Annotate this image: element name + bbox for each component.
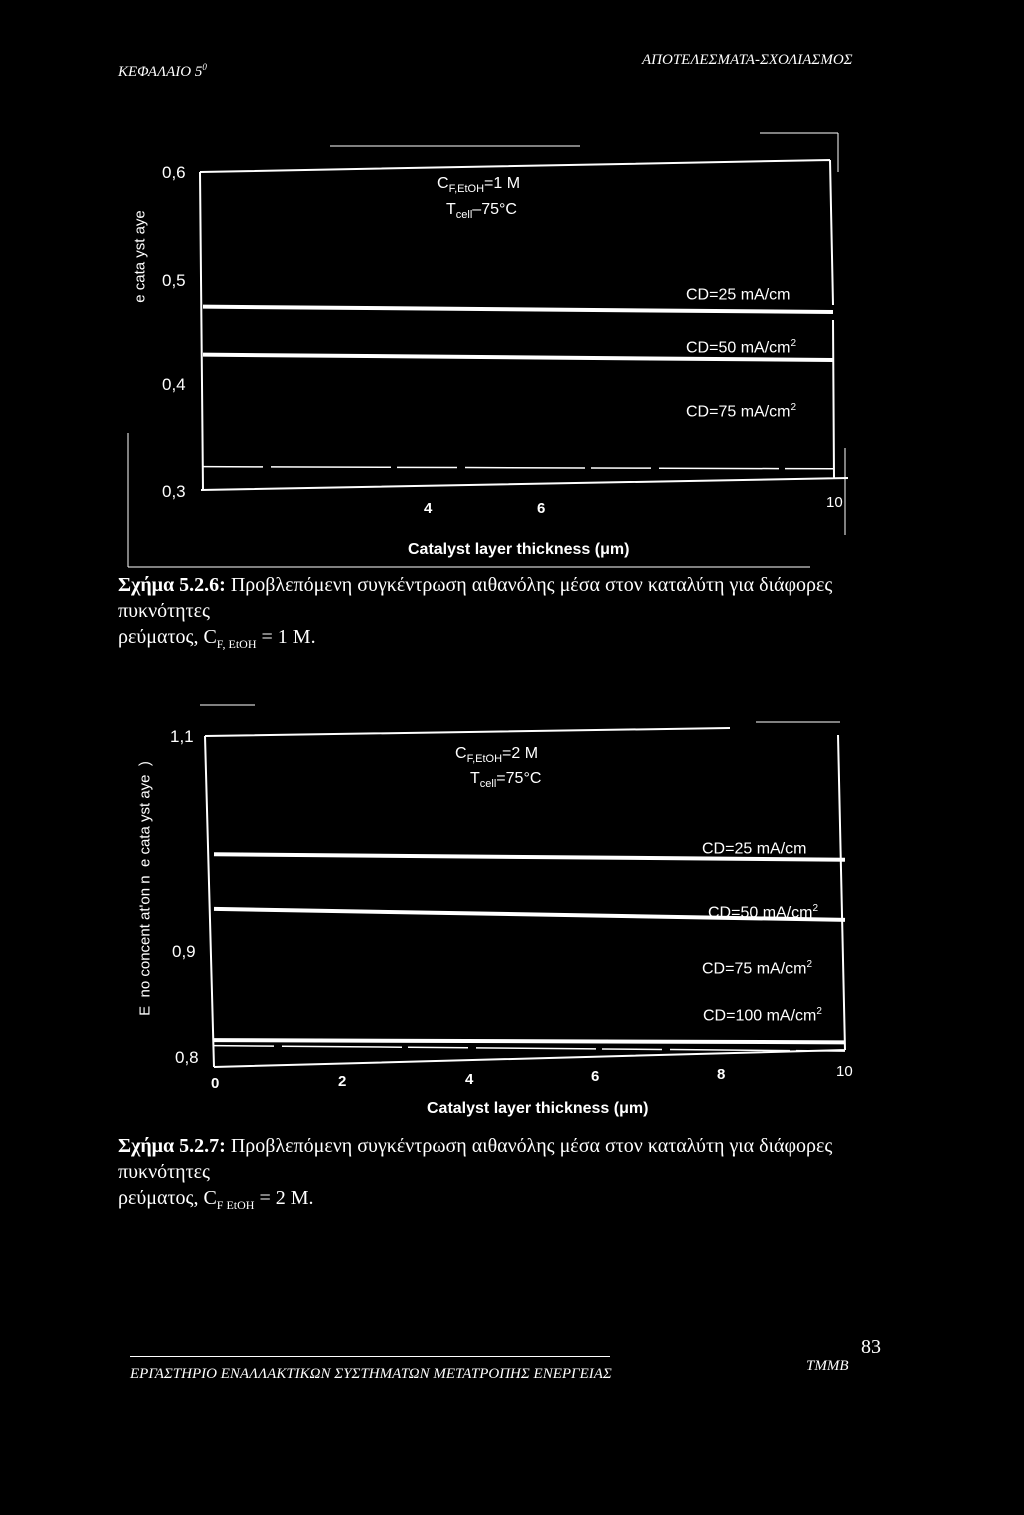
chart1-ytick-03: 0,3 (162, 482, 186, 501)
chart1-series-sup-2: 2 (790, 338, 797, 349)
chart2-x-label: Catalyst layer thickness (μm) (427, 1100, 649, 1117)
chart1-series-name-2: CD=50 mA/cm (686, 339, 791, 357)
chart2-series-line-4 (214, 1046, 845, 1051)
chart2-ytick-11: 1,1 (170, 727, 194, 746)
chart1-annotation-c: C (437, 175, 449, 192)
chart2-y-label: E no concent at'on n e cata yst aye ) (136, 761, 154, 1016)
chart1-xtick-6: 6 (537, 500, 546, 517)
chart2-series-label-1 (702, 839, 806, 858)
chart2-series-sup-4: 2 (816, 1006, 822, 1017)
figure2-caption-label: Σχήμα 5.2.7: (118, 1135, 226, 1157)
chart2-annotation-t-sub: cell (479, 778, 497, 791)
chart1-series-name-3: CD=75 mA/cm (686, 403, 791, 421)
chart2-ytick-08: 0,8 (175, 1048, 199, 1067)
chart1-ytick-05: 0,5 (162, 271, 186, 290)
chart1-xtick-4: 4 (424, 500, 433, 517)
chart1-annotation-conc (437, 175, 520, 195)
chart2-series-label-2 (708, 903, 818, 922)
figure1-caption-end: = 1 M. (256, 626, 316, 648)
chart1-series-line-1 (203, 307, 833, 312)
chart2-annotation-t: T (470, 770, 480, 787)
chart1-x-label: Catalyst layer thickness (μm) (408, 541, 630, 558)
chart2-series-line-3 (214, 1040, 845, 1042)
chart2-annotation-conc (455, 745, 538, 765)
chart2-annotation-c-sub: F,EtOH (466, 753, 503, 766)
figure2-caption-end: = 2 M. (254, 1187, 314, 1209)
chart1-annotation-t: T (446, 201, 456, 218)
figure1-caption-label: Σχήμα 5.2.6: (118, 574, 226, 596)
footer-rule (130, 1356, 610, 1357)
chart2-series-label-4 (703, 1006, 822, 1025)
chart2-series-name-2: CD=50 mA/cm (708, 904, 813, 922)
chart1-series-name-1: CD=25 mA/cm (686, 286, 791, 304)
footer-left: ΕΡΓΑΣΤΗΡΙΟ ΕΝΑΛΛΑΚΤΙΚΩΝ ΣΥΣΤΗΜΑΤΩΝ ΜΕΤΑΤΡΟΠΗΣ ΕΝΕΡΓΕΙΑΣ (130, 1366, 612, 1382)
footer-right: ΤΜΜΒ (806, 1358, 849, 1374)
chapter-label: ΚΕΦΑΛΑΙΟ 5 (118, 64, 203, 80)
page-number: 83 (861, 1336, 881, 1358)
chart1-xtick-10: 10 (826, 494, 843, 511)
chart1-annotation-c-val: =1 M (484, 175, 521, 192)
chart2-annotation-temp (470, 770, 541, 790)
chart1-annotation-t-val: –75°C (472, 201, 517, 218)
chapter-sup: 0 (202, 62, 207, 72)
chart1-ytick-04: 0,4 (162, 375, 186, 394)
chart1-series-sup-3: 2 (790, 402, 797, 413)
chart2-xtick-8: 8 (717, 1066, 726, 1083)
chart2-xtick-4: 4 (465, 1071, 474, 1088)
chart1-annotation-temp (446, 201, 517, 221)
chart2-xtick-6: 6 (591, 1068, 600, 1085)
figure2-caption-line1: Προβλεπόμενη συγκέντρωση αιθανόλης μέσα στον καταλύτη για διάφορες πυκνότητες (118, 1135, 833, 1183)
chart1-annotation-t-sub: cell (455, 209, 473, 222)
figure2-caption (118, 1133, 898, 1218)
running-header-right: ΑΠΟΤΕΛΕΣΜΑΤΑ-ΣΧΟΛΙΑΣΜΟΣ (642, 52, 853, 68)
chart2-annotation-c: C (455, 745, 467, 762)
chart2-xtick-10: 10 (836, 1063, 853, 1080)
chart1-frame (200, 160, 848, 490)
chart2-series-name-3: CD=75 mA/cm (702, 960, 807, 978)
chart1-series-label-1 (686, 285, 790, 304)
chart1-series-label-3 (686, 402, 796, 421)
chart2-series-sup-3: 2 (806, 959, 813, 970)
chart2-series-label-3 (702, 959, 812, 978)
figure1-caption (118, 572, 878, 657)
chart2-xtick-2: 2 (338, 1073, 347, 1090)
chart2-series-name-4: CD=100 mA/cm (703, 1007, 817, 1025)
figure1-caption-line2: ρεύματος, C (118, 626, 217, 648)
chart1-series-line-3 (203, 467, 833, 469)
figure1-caption-sub: F, EtOH (216, 637, 257, 651)
figure2-caption-sub: F EtOH (216, 1198, 255, 1212)
chart1-ytick-06: 0,6 (162, 163, 186, 182)
chart1-annotation-c-sub: F,EtOH (448, 183, 485, 196)
chart2-annotation-c-val: =2 M (502, 745, 539, 762)
chart2-ytick-09: 0,9 (172, 942, 196, 961)
chart2-series-sup-2: 2 (812, 903, 819, 914)
chart2-annotation-t-val: =75°C (496, 770, 542, 787)
chart1-y-label: e cata yst aye (131, 210, 149, 303)
figure2-caption-line2: ρεύματος, C (118, 1187, 217, 1209)
chart1-series-label-2 (686, 338, 796, 357)
chart1-layer (203, 307, 833, 469)
figure1-caption-line1: Προβλεπόμενη συγκέντρωση αιθανόλης μέσα στον καταλύτη για διάφορες πυκνότητες (118, 574, 833, 622)
chart2-xtick-0: 0 (211, 1075, 220, 1092)
chart2-series-name-1: CD=25 mA/cm (702, 840, 807, 858)
